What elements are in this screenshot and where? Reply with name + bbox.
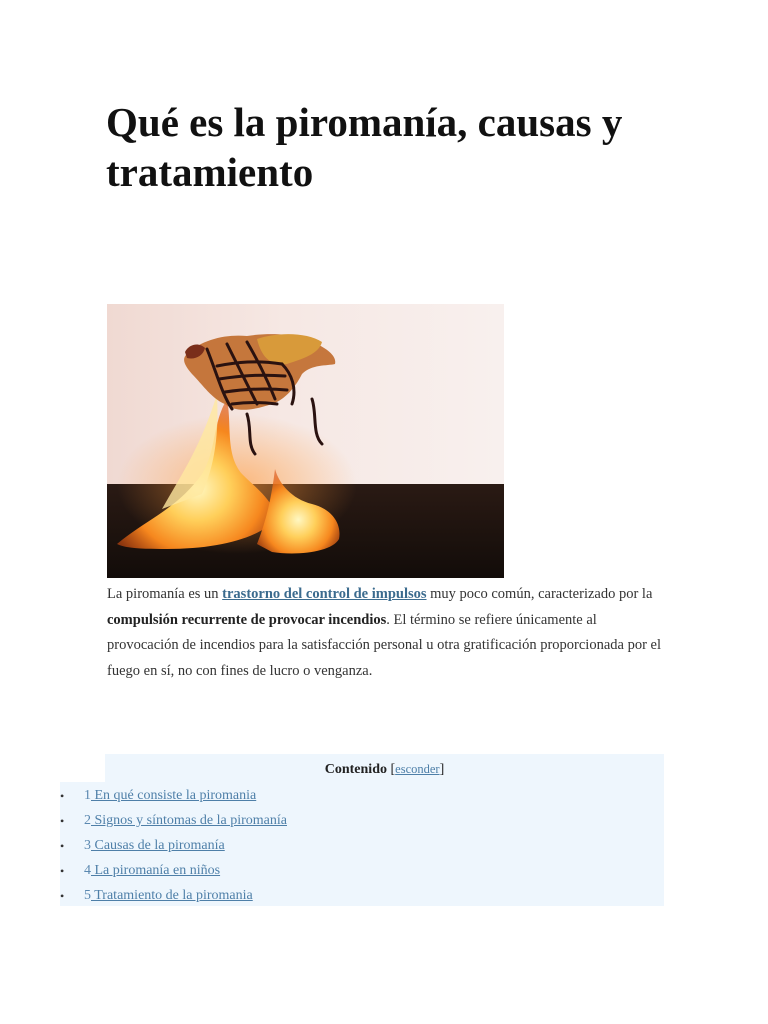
toc-item-number: 2	[84, 813, 91, 828]
bullet-icon: •	[60, 814, 65, 828]
toc-item[interactable]	[60, 886, 287, 911]
toc-item[interactable]	[60, 811, 287, 836]
toc-item-number: 1	[84, 788, 91, 803]
toc-list	[60, 786, 287, 911]
bullet-icon: •	[60, 864, 65, 878]
toc-item[interactable]	[60, 861, 287, 886]
toc-item-link[interactable]: La piromanía en niños	[91, 863, 221, 878]
toc-hide-link[interactable]: esconder	[395, 762, 440, 776]
bullet-icon: •	[60, 789, 65, 803]
toc-bracket-open: [	[390, 762, 396, 777]
intro-bold-text: compulsión recurrente de provocar incendios	[107, 611, 387, 628]
toc-item-link[interactable]: En qué consiste la piromania	[91, 788, 257, 803]
table-of-contents	[60, 754, 664, 906]
toc-header	[105, 762, 664, 778]
toc-item-link[interactable]: Tratamiento de la piromania	[91, 888, 253, 903]
bullet-icon: •	[60, 839, 65, 853]
toc-item-link[interactable]: Signos y síntomas de la piromanía	[91, 813, 287, 828]
toc-item-number: 4	[84, 863, 91, 878]
intro-paragraph	[107, 582, 667, 685]
intro-text-3: . El término se refiere únicamente al provocación de incendios para la satisfacción personal u otra gratificación proporcionada por el fuego en sí, no con fines de lucro o venganza.	[107, 611, 661, 680]
intro-text-1: La piromanía es un	[107, 586, 223, 602]
bullet-icon: •	[60, 889, 65, 903]
toc-item-number: 5	[84, 888, 91, 903]
toc-heading: Contenido	[324, 762, 387, 777]
toc-item[interactable]	[60, 836, 287, 861]
toc-item-link[interactable]: Causas de la piromanía	[91, 838, 225, 853]
toc-item-number: 3	[84, 838, 91, 853]
toc-bracket-close: ]	[439, 762, 445, 777]
article-hero-image	[107, 304, 504, 578]
intro-text-2: muy poco común, caracterizado por la	[426, 586, 653, 602]
page-title: Qué es la piromanía, causas y tratamiento	[106, 99, 623, 195]
impulse-control-disorder-link[interactable]: trastorno del control de impulsos	[222, 586, 427, 602]
toc-item[interactable]	[60, 786, 287, 811]
